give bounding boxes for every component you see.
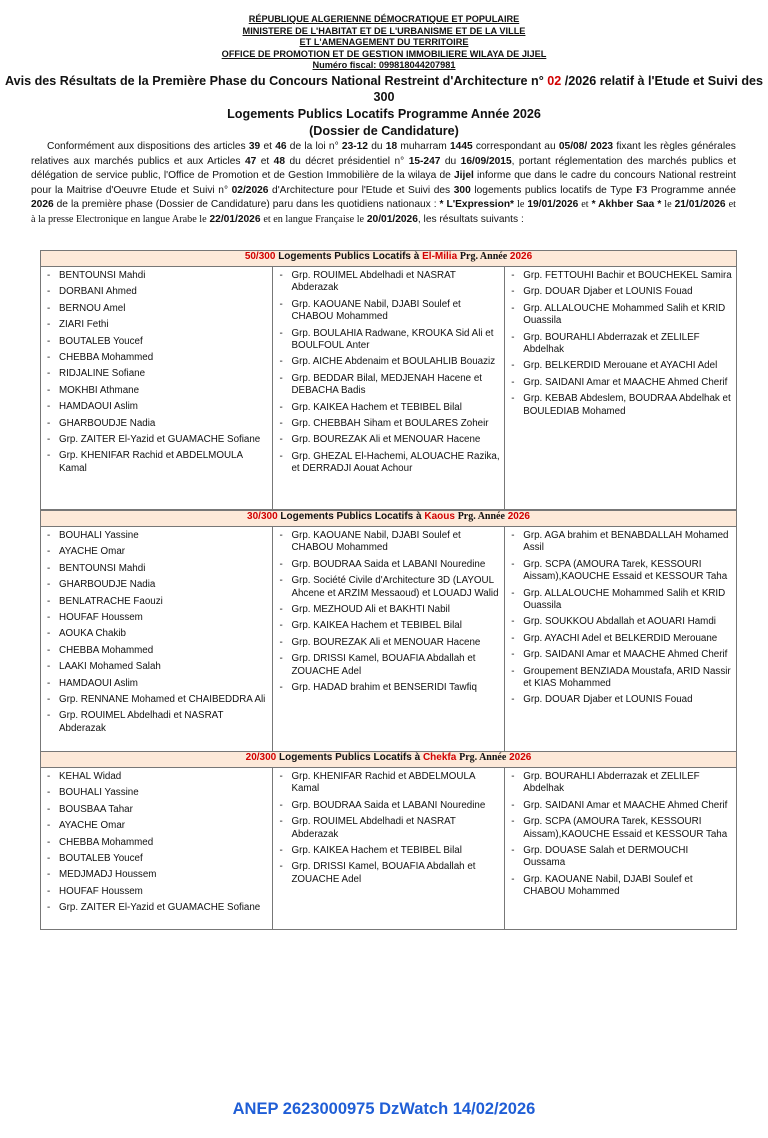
- candidate-entry: - Grp. SCPA (AMOURA Tarek, KESSOURI Aissam),KAOUCHE Essaid et KESSOUR Taha: [511, 559, 732, 584]
- candidate-entry: - Grp. HADAD brahim et BENSERIDI Tawfiq: [279, 682, 500, 694]
- candidate-entry: - Grp. BOUREZAK Ali et MENOUAR Hacene: [279, 637, 500, 649]
- candidate-entry: - HAMDAOUI Aslim: [47, 678, 268, 690]
- candidate-entry: - Grp. ROUIMEL Abdelhadi et NASRAT Abderazak: [47, 710, 268, 735]
- candidate-entry: - Grp. ROUIMEL Abdelhadi et NASRAT Abderazak: [279, 270, 500, 295]
- candidate-entry: - GHARBOUDJE Nadia: [47, 418, 268, 430]
- document-header: [0, 14, 768, 139]
- candidate-entry: - Grp. KAIKEA Hachem et TEBIBEL Bilal: [279, 620, 500, 632]
- candidate-entry: - HAMDAOUI Aslim: [47, 401, 268, 413]
- candidate-entry: - Grp. BEDDAR Bilal, MEDJENAH Hacene et DEBACHA Badis: [279, 373, 500, 398]
- candidate-entry: - Grp. KAIKEA Hachem et TEBIBEL Bilal: [279, 845, 500, 857]
- candidate-entry: - Grp. DOUAR Djaber et LOUNIS Fouad: [511, 694, 732, 706]
- candidate-entry: - Grp. CHEBBAH Siham et BOULARES Zoheir: [279, 418, 500, 430]
- notice-title: Avis des Résultats de la Première Phase du Concours National Restreint d'Architecture n° 02 /2026 relatif à l'Etude et Suivi des 300: [4, 73, 764, 104]
- candidate-entry: - BENLATRACHE Faouzi: [47, 596, 268, 608]
- candidate-entry: - KEHAL Widad: [47, 771, 268, 783]
- candidates-column-3: [505, 267, 737, 510]
- candidate-entry: - Grp. DRISSI Kamel, BOUAFIA Abdallah et ZOUACHE Adel: [279, 861, 500, 886]
- candidate-entry: - Grp. BOUDRAA Saida et LABANI Nouredine: [279, 800, 500, 812]
- office-line: OFFICE DE PROMOTION ET DE GESTION IMMOBILIERE WILAYA DE JIJEL: [221, 48, 547, 59]
- candidate-entry: - Grp. BELKERDID Merouane et AYACHI Adel: [511, 360, 732, 372]
- candidate-entry: - Grp. ZAITER El-Yazid et GUAMACHE Sofiane: [47, 902, 268, 914]
- candidate-entry: - Grp. KAOUANE Nabil, DJABI Soulef et CHABOU Mohammed: [511, 874, 732, 899]
- candidates-column-2: [273, 267, 505, 510]
- candidate-entry: - Grp. DOUAR Djaber et LOUNIS Fouad: [511, 286, 732, 298]
- candidates-column-3: [505, 768, 737, 930]
- candidate-entry: - RIDJALINE Sofiane: [47, 368, 268, 380]
- candidate-entry: - BOUTALEB Youcef: [47, 853, 268, 865]
- candidate-entry: - Grp. Société Civile d'Architecture 3D (LAYOUL Ahcene et ARZIM Messaoud) et LOUADJ Walid: [279, 575, 500, 600]
- candidate-entry: - Grp. AICHE Abdenaim et BOULAHLIB Bouaziz: [279, 356, 500, 368]
- candidate-entry: - Grp. MEZHOUD Ali et BAKHTI Nabil: [279, 604, 500, 616]
- candidate-entry: - MOKHBI Athmane: [47, 385, 268, 397]
- candidate-entry: - ZIARI Fethi: [47, 319, 268, 331]
- candidate-entry: - HOUFAF Houssem: [47, 886, 268, 898]
- candidate-entry: - Grp. KAOUANE Nabil, DJABI Soulef et CHABOU Mohammed: [279, 530, 500, 555]
- candidate-entry: - Grp. RENNANE Mohamed et CHAIBEDDRA Ali: [47, 694, 268, 706]
- candidate-entry: - Groupement BENZIADA Moustafa, ARID Nassir et KIAS Mohammed: [511, 666, 732, 691]
- candidate-entry: - Grp. SOUKKOU Abdallah et AOUARI Hamdi: [511, 616, 732, 628]
- candidate-entry: - CHEBBA Mohammed: [47, 837, 268, 849]
- candidate-entry: - BOUHALI Yassine: [47, 530, 268, 542]
- republic-line: RÉPUBLIQUE ALGERIENNE DÉMOCRATIQUE ET POPULAIRE: [248, 14, 520, 24]
- candidate-entry: - Grp. SCPA (AMOURA Tarek, KESSOURI Aissam),KAOUCHE Essaid et KESSOUR Taha: [511, 816, 732, 841]
- notice-title-line2: Logements Publics Locatifs Programme Année 2026: [227, 106, 541, 121]
- candidate-entry: - Grp. DOUASE Salah et DERMOUCHI Oussama: [511, 845, 732, 870]
- candidate-entry: - Grp. DRISSI Kamel, BOUAFIA Abdallah et ZOUACHE Adel: [279, 653, 500, 678]
- candidate-entry: - Grp. KAOUANE Nabil, DJABI Soulef et CHABOU Mohammed: [279, 299, 500, 324]
- candidate-entry: - AYACHE Omar: [47, 820, 268, 832]
- candidate-entry: - Grp. BOULAHIA Radwane, KROUKA Sid Ali et BOULFOUL Anter: [279, 328, 500, 353]
- candidate-entry: - BENTOUNSI Mahdi: [47, 563, 268, 575]
- notice-title-line3: (Dossier de Candidature): [309, 123, 459, 138]
- candidate-entry: - CHEBBA Mohammed: [47, 645, 268, 657]
- candidate-entry: - Grp. KHENIFAR Rachid et ABDELMOULA Kamal: [279, 771, 500, 796]
- candidates-column-2: [273, 768, 505, 930]
- candidates-column-1: [41, 768, 273, 930]
- candidate-entry: - DORBANI Ahmed: [47, 286, 268, 298]
- ministry-line: MINISTERE DE L'HABITAT ET DE L'URBANISME ET DE LA VILLE: [242, 25, 526, 36]
- candidate-entry: - Grp. KEBAB Abdeslem, BOUDRAA Abdelhak et BOULEDIAB Mohamed: [511, 393, 732, 418]
- section-heading: 20/300 Logements Publics Locatifs à Chekfa Prg. Année 2026: [41, 752, 737, 768]
- candidate-entry: - Grp. KAIKEA Hachem et TEBIBEL Bilal: [279, 402, 500, 414]
- candidate-entry: - GHARBOUDJE Nadia: [47, 579, 268, 591]
- candidate-entry: - Grp. KHENIFAR Rachid et ABDELMOULA Kamal: [47, 450, 268, 475]
- results-table-el-milia: [40, 250, 737, 510]
- section-heading: 30/300 Logements Publics Locatifs à Kaous Prg. Année 2026: [41, 511, 737, 527]
- fiscal-number: Numéro fiscal: 099818044207981: [312, 60, 456, 70]
- candidate-entry: - Grp. SAIDANI Amar et MAACHE Ahmed Cherif: [511, 649, 732, 661]
- candidate-entry: - BOUHALI Yassine: [47, 787, 268, 799]
- candidates-column-1: [41, 527, 273, 752]
- candidate-entry: - CHEBBA Mohammed: [47, 352, 268, 364]
- candidate-entry: - LAAKI Mohamed Salah: [47, 661, 268, 673]
- candidate-entry: - Grp. BOUDRAA Saida et LABANI Nouredine: [279, 559, 500, 571]
- candidate-entry: - Grp. ZAITER El-Yazid et GUAMACHE Sofiane: [47, 434, 268, 446]
- candidates-column-3: [505, 527, 737, 752]
- candidate-entry: - Grp. ROUIMEL Abdelhadi et NASRAT Abderazak: [279, 816, 500, 841]
- results-table-chekfa: [40, 751, 737, 930]
- candidate-entry: - Grp. GHEZAL El-Hachemi, ALOUACHE Razika, et DERRADJI Aouat Achour: [279, 451, 500, 476]
- candidate-entry: - Grp. AYACHI Adel et BELKERDID Merouane: [511, 633, 732, 645]
- results-table-kaous: [40, 510, 737, 752]
- candidate-entry: - Grp. SAIDANI Amar et MAACHE Ahmed Cherif: [511, 377, 732, 389]
- intro-paragraph: Conformément aux dispositions des articles 39 et 46 de la loi n° 23-12 du 18 muharram 1445 correspondant au 05/08/ 2023 fixant les règles générales relatives aux marchés publics et aux Articles 47 et 48 du décret présidentiel n° 15-247 du 16/09/2015, portant réglementation des marchés publics et délégation de service public, l'Office de Promotion et de Gestion Immobilière de la wilaya de Jijel informe que dans le cadre du concours National restreint pour la Maitrise d'Oeuvre Etude et Suivi n° 02/2026 d'Architecture pour l'Etude et Suivi des 300 logements publics locatifs de Type F3 Programme année 2026 de la première phase (Dossier de Candidature) paru dans les quotidiens nationaux : * L'Expression* le 19/01/2026 et * Akhber Saa * le 21/01/2026 et à la presse Electronique en langue Arabe le 22/01/2026 et en langue Française le 20/01/2026, les résultats suivants :: [31, 141, 736, 225]
- candidate-entry: - Grp. BOURAHLI Abderrazak et ZELILEF Abdelhak: [511, 771, 732, 796]
- candidate-entry: - BENTOUNSI Mahdi: [47, 270, 268, 282]
- candidates-column-1: [41, 267, 273, 510]
- candidate-entry: - Grp. AGA brahim et BENABDALLAH Mohamed Assil: [511, 530, 732, 555]
- section-heading: 50/300 Logements Publics Locatifs à El-Milia Prg. Année 2026: [41, 251, 737, 267]
- candidate-entry: - Grp. ALLALOUCHE Mohammed Salih et KRID Ouassila: [511, 303, 732, 328]
- publication-footer: ANEP 2623000975 DzWatch 14/02/2026: [232, 1100, 536, 1118]
- candidate-entry: - BOUTALEB Youcef: [47, 336, 268, 348]
- candidate-entry: - Grp. FETTOUHI Bachir et BOUCHEKEL Samira: [511, 270, 732, 282]
- candidate-entry: - Grp. BOUREZAK Ali et MENOUAR Hacene: [279, 434, 500, 446]
- candidate-entry: - Grp. SAIDANI Amar et MAACHE Ahmed Cherif: [511, 800, 732, 812]
- ministry-line-2: ET L'AMENAGEMENT DU TERRITOIRE: [299, 37, 469, 47]
- candidate-entry: - Grp. BOURAHLI Abderrazak et ZELILEF Abdelhak: [511, 332, 732, 357]
- candidate-entry: - Grp. ALLALOUCHE Mohammed Salih et KRID Ouassila: [511, 588, 732, 613]
- candidate-entry: - AOUKA Chakib: [47, 628, 268, 640]
- candidate-entry: - HOUFAF Houssem: [47, 612, 268, 624]
- contest-number: 02: [547, 73, 562, 88]
- candidate-entry: - MEDJMADJ Houssem: [47, 869, 268, 881]
- candidate-entry: - AYACHE Omar: [47, 546, 268, 558]
- candidate-entry: - BERNOU Amel: [47, 303, 268, 315]
- candidate-entry: - BOUSBAA Tahar: [47, 804, 268, 816]
- candidates-column-2: [273, 527, 505, 752]
